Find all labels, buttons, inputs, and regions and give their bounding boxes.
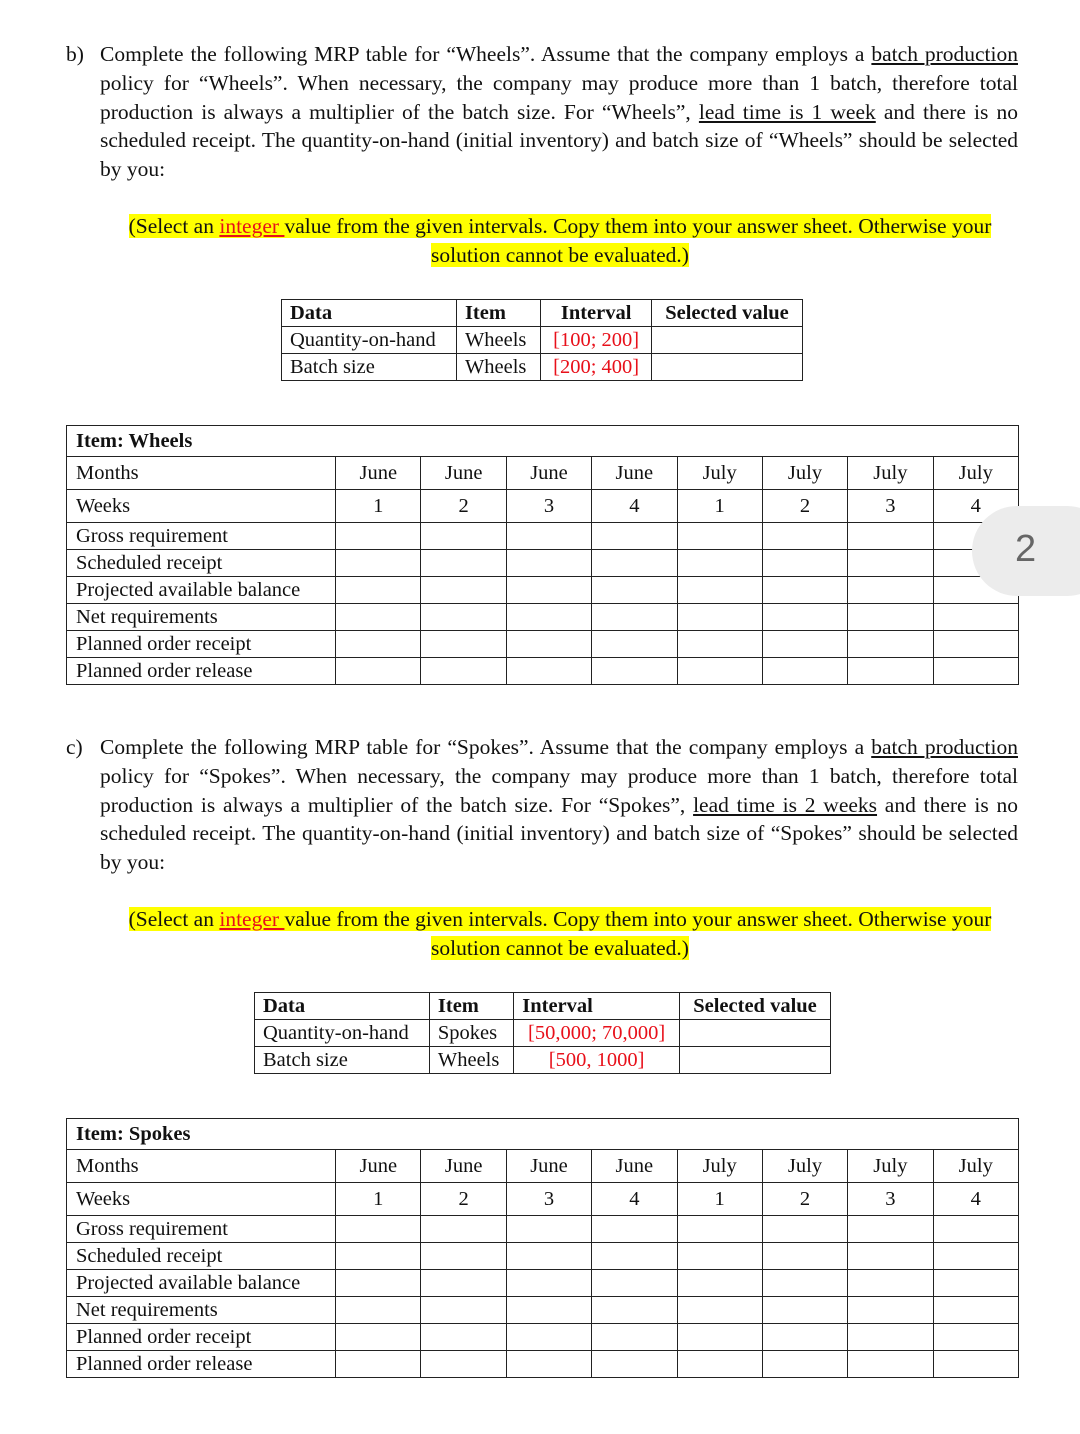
part-c-paragraph bbox=[66, 733, 1018, 877]
wheels-answer-cell[interactable] bbox=[677, 523, 762, 550]
spokes-answer-cell[interactable] bbox=[421, 1297, 506, 1324]
part-c-row-interval: [50,000; 70,000] bbox=[514, 1020, 680, 1047]
spokes-answer-cell[interactable] bbox=[848, 1297, 933, 1324]
wheels-mrp-title: Item: Wheels bbox=[67, 426, 1019, 457]
wheels-answer-cell[interactable] bbox=[762, 550, 847, 577]
wheels-answer-cell[interactable] bbox=[848, 658, 933, 685]
spokes-row-label: Projected available balance bbox=[67, 1270, 336, 1297]
spokes-answer-cell[interactable] bbox=[848, 1324, 933, 1351]
part-c-underline-2: lead time is 2 weeks bbox=[693, 792, 878, 817]
wheels-answer-cell[interactable] bbox=[762, 604, 847, 631]
spokes-answer-cell[interactable] bbox=[933, 1324, 1018, 1351]
part-b-header-interval: Interval bbox=[541, 300, 652, 327]
spokes-answer-cell[interactable] bbox=[506, 1243, 591, 1270]
wheels-answer-cell[interactable] bbox=[421, 523, 506, 550]
wheels-answer-cell[interactable] bbox=[336, 631, 421, 658]
wheels-row-label: Scheduled receipt bbox=[67, 550, 336, 577]
part-b-data-table bbox=[281, 299, 803, 381]
part-b-note-pre: (Select an bbox=[128, 214, 220, 238]
spokes-answer-cell[interactable] bbox=[848, 1243, 933, 1270]
wheels-answer-cell[interactable] bbox=[933, 604, 1018, 631]
spokes-answer-cell[interactable] bbox=[336, 1216, 421, 1243]
spokes-row-label: Net requirements bbox=[67, 1297, 336, 1324]
wheels-answer-cell[interactable] bbox=[933, 658, 1018, 685]
spokes-answer-cell[interactable] bbox=[762, 1324, 847, 1351]
spokes-answer-cell[interactable] bbox=[506, 1297, 591, 1324]
wheels-answer-cell[interactable] bbox=[506, 577, 591, 604]
spokes-month-cell: July bbox=[848, 1150, 933, 1183]
spokes-week-cell: 3 bbox=[506, 1183, 591, 1216]
wheels-answer-cell[interactable] bbox=[592, 658, 677, 685]
spokes-answer-cell[interactable] bbox=[421, 1351, 506, 1378]
part-c-row-item: Wheels bbox=[429, 1047, 513, 1074]
wheels-answer-cell[interactable] bbox=[677, 658, 762, 685]
spokes-answer-cell[interactable] bbox=[848, 1270, 933, 1297]
spokes-row-label: Scheduled receipt bbox=[67, 1243, 336, 1270]
part-b-text-3: and there is no scheduled receipt. The quantity-on-hand (initial inventory) and batch size of “Wheels” should be selected by you: bbox=[100, 99, 1018, 182]
spokes-answer-cell[interactable] bbox=[421, 1216, 506, 1243]
spokes-month-cell: June bbox=[336, 1150, 421, 1183]
spokes-row-label: Planned order receipt bbox=[67, 1324, 336, 1351]
spokes-month-cell: July bbox=[933, 1150, 1018, 1183]
part-b-row-interval: [200; 400] bbox=[541, 354, 652, 381]
wheels-row-label: Planned order receipt bbox=[67, 631, 336, 658]
spokes-answer-cell[interactable] bbox=[592, 1351, 677, 1378]
part-b-paragraph bbox=[66, 40, 1018, 184]
part-b-text-1: Complete the following MRP table for “Wheels”. Assume that the company employs a bbox=[100, 42, 872, 66]
wheels-answer-cell[interactable] bbox=[592, 604, 677, 631]
spokes-answer-cell[interactable] bbox=[848, 1216, 933, 1243]
wheels-week-cell: 3 bbox=[848, 490, 933, 523]
wheels-answer-cell[interactable] bbox=[336, 550, 421, 577]
spokes-answer-cell[interactable] bbox=[762, 1216, 847, 1243]
spokes-answer-cell[interactable] bbox=[421, 1270, 506, 1297]
wheels-month-cell: July bbox=[677, 457, 762, 490]
wheels-answer-cell[interactable] bbox=[506, 523, 591, 550]
wheels-answer-cell[interactable] bbox=[677, 631, 762, 658]
spokes-answer-cell[interactable] bbox=[933, 1216, 1018, 1243]
part-b-note-integer: integer bbox=[219, 214, 285, 238]
wheels-answer-cell[interactable] bbox=[506, 658, 591, 685]
wheels-answer-cell[interactable] bbox=[762, 577, 847, 604]
wheels-month-cell: July bbox=[933, 457, 1018, 490]
spokes-answer-cell[interactable] bbox=[592, 1297, 677, 1324]
spokes-mrp-title: Item: Spokes bbox=[67, 1119, 1019, 1150]
spokes-month-cell: July bbox=[677, 1150, 762, 1183]
part-c-note-pre: (Select an bbox=[128, 907, 220, 931]
wheels-answer-cell[interactable] bbox=[421, 550, 506, 577]
spokes-answer-cell[interactable] bbox=[506, 1351, 591, 1378]
wheels-answer-cell[interactable] bbox=[762, 631, 847, 658]
spokes-month-cell: June bbox=[421, 1150, 506, 1183]
spokes-month-cell: July bbox=[762, 1150, 847, 1183]
wheels-weeks-label: Weeks bbox=[67, 490, 336, 523]
spokes-answer-cell[interactable] bbox=[336, 1297, 421, 1324]
spokes-answer-cell[interactable] bbox=[933, 1243, 1018, 1270]
spokes-month-cell: June bbox=[592, 1150, 677, 1183]
spokes-answer-cell[interactable] bbox=[421, 1324, 506, 1351]
spokes-answer-cell[interactable] bbox=[933, 1351, 1018, 1378]
part-c-note-integer: integer bbox=[219, 907, 285, 931]
spokes-week-cell: 4 bbox=[592, 1183, 677, 1216]
spokes-answer-cell[interactable] bbox=[762, 1270, 847, 1297]
spokes-week-cell: 2 bbox=[762, 1183, 847, 1216]
part-c-row-selected-input[interactable] bbox=[680, 1047, 831, 1074]
part-b-row-item: Wheels bbox=[456, 354, 540, 381]
spokes-answer-cell[interactable] bbox=[336, 1270, 421, 1297]
wheels-answer-cell[interactable] bbox=[336, 658, 421, 685]
spokes-answer-cell[interactable] bbox=[677, 1297, 762, 1324]
spokes-month-cell: June bbox=[506, 1150, 591, 1183]
spokes-week-cell: 2 bbox=[421, 1183, 506, 1216]
wheels-month-cell: June bbox=[421, 457, 506, 490]
wheels-row-label: Projected available balance bbox=[67, 577, 336, 604]
part-b-header-data: Data bbox=[282, 300, 457, 327]
part-c-data-table bbox=[254, 992, 831, 1074]
part-c-header-data: Data bbox=[255, 993, 430, 1020]
wheels-month-cell: July bbox=[848, 457, 933, 490]
wheels-answer-cell[interactable] bbox=[336, 523, 421, 550]
wheels-answer-cell[interactable] bbox=[762, 523, 847, 550]
wheels-answer-cell[interactable] bbox=[592, 523, 677, 550]
part-c-header-item: Item bbox=[429, 993, 513, 1020]
wheels-week-cell: 3 bbox=[506, 490, 591, 523]
wheels-week-cell: 4 bbox=[933, 490, 1018, 523]
spokes-weeks-label: Weeks bbox=[67, 1183, 336, 1216]
spokes-answer-cell[interactable] bbox=[677, 1243, 762, 1270]
page-number-badge[interactable] bbox=[972, 506, 1080, 596]
wheels-week-cell: 2 bbox=[421, 490, 506, 523]
wheels-month-cell: June bbox=[336, 457, 421, 490]
spokes-answer-cell[interactable] bbox=[336, 1351, 421, 1378]
part-c-header-selected: Selected value bbox=[680, 993, 831, 1020]
part-b-marker: b) bbox=[66, 42, 84, 66]
spokes-answer-cell[interactable] bbox=[762, 1243, 847, 1270]
spokes-answer-cell[interactable] bbox=[506, 1216, 591, 1243]
spokes-answer-cell[interactable] bbox=[506, 1324, 591, 1351]
spokes-answer-cell[interactable] bbox=[933, 1297, 1018, 1324]
wheels-answer-cell[interactable] bbox=[506, 604, 591, 631]
wheels-answer-cell[interactable] bbox=[506, 550, 591, 577]
wheels-answer-cell[interactable] bbox=[762, 658, 847, 685]
spokes-answer-cell[interactable] bbox=[592, 1216, 677, 1243]
spokes-mrp-table bbox=[66, 1118, 1019, 1378]
part-c-row-item: Spokes bbox=[429, 1020, 513, 1047]
wheels-answer-cell[interactable] bbox=[421, 658, 506, 685]
wheels-answer-cell[interactable] bbox=[336, 577, 421, 604]
wheels-answer-cell[interactable] bbox=[506, 631, 591, 658]
part-c-text-2: policy for “Spokes”. When necessary, the company may produce more than 1 batch, therefore total production is always a multiplier of the batch size. For “Spokes”, bbox=[100, 763, 1018, 817]
spokes-week-cell: 1 bbox=[677, 1183, 762, 1216]
wheels-answer-cell[interactable] bbox=[677, 550, 762, 577]
wheels-answer-cell[interactable] bbox=[933, 631, 1018, 658]
part-c-row-selected-input[interactable] bbox=[680, 1020, 831, 1047]
wheels-answer-cell[interactable] bbox=[592, 577, 677, 604]
wheels-month-cell: June bbox=[506, 457, 591, 490]
wheels-months-label: Months bbox=[67, 457, 336, 490]
spokes-row-label: Planned order release bbox=[67, 1351, 336, 1378]
part-b-note-post: value from the given intervals. Copy them into your answer sheet. Otherwise your solution cannot be evaluated.) bbox=[284, 214, 992, 267]
wheels-mrp-table bbox=[66, 425, 1019, 685]
wheels-answer-cell[interactable] bbox=[592, 550, 677, 577]
wheels-answer-cell[interactable] bbox=[421, 631, 506, 658]
wheels-week-cell: 1 bbox=[336, 490, 421, 523]
part-c-underline-1: batch production bbox=[871, 735, 1018, 759]
spokes-months-label: Months bbox=[67, 1150, 336, 1183]
spokes-answer-cell[interactable] bbox=[762, 1297, 847, 1324]
page-number: 2 bbox=[1015, 528, 1037, 570]
spokes-row-label: Gross requirement bbox=[67, 1216, 336, 1243]
spokes-week-cell: 1 bbox=[336, 1183, 421, 1216]
wheels-week-cell: 2 bbox=[762, 490, 847, 523]
wheels-answer-cell[interactable] bbox=[421, 604, 506, 631]
part-b-note bbox=[100, 212, 1020, 270]
part-b-underline-1: batch production bbox=[871, 42, 1018, 66]
wheels-week-cell: 4 bbox=[592, 490, 677, 523]
part-b-underline-2: lead time is 1 week bbox=[698, 99, 876, 124]
wheels-answer-cell[interactable] bbox=[421, 577, 506, 604]
wheels-answer-cell[interactable] bbox=[677, 604, 762, 631]
part-c-text-3: and there is no scheduled receipt. The quantity-on-hand (initial inventory) and batch size of “Spokes” should be selected by you: bbox=[100, 792, 1018, 875]
spokes-answer-cell[interactable] bbox=[506, 1270, 591, 1297]
part-b-text-2: policy for “Wheels”. When necessary, the company may produce more than 1 batch, therefore total production is always a multiplier of the batch size. For “Wheels”, bbox=[100, 70, 1018, 124]
wheels-row-label: Net requirements bbox=[67, 604, 336, 631]
part-c-note-post: value from the given intervals. Copy them into your answer sheet. Otherwise your solution cannot be evaluated.) bbox=[284, 907, 992, 960]
wheels-answer-cell[interactable] bbox=[336, 604, 421, 631]
wheels-month-cell: June bbox=[592, 457, 677, 490]
part-c-row-interval: [500, 1000] bbox=[514, 1047, 680, 1074]
part-c-text-1: Complete the following MRP table for “Spokes”. Assume that the company employs a bbox=[100, 735, 872, 759]
spokes-answer-cell[interactable] bbox=[592, 1324, 677, 1351]
spokes-answer-cell[interactable] bbox=[677, 1351, 762, 1378]
part-c-row-label: Batch size bbox=[255, 1047, 430, 1074]
wheels-month-cell: July bbox=[762, 457, 847, 490]
part-b-row-item: Wheels bbox=[456, 327, 540, 354]
wheels-answer-cell[interactable] bbox=[677, 577, 762, 604]
spokes-answer-cell[interactable] bbox=[848, 1351, 933, 1378]
spokes-answer-cell[interactable] bbox=[592, 1243, 677, 1270]
part-b-row-selected-input[interactable] bbox=[652, 354, 803, 381]
spokes-answer-cell[interactable] bbox=[677, 1324, 762, 1351]
wheels-row-label: Gross requirement bbox=[67, 523, 336, 550]
wheels-answer-cell[interactable] bbox=[848, 604, 933, 631]
wheels-answer-cell[interactable] bbox=[848, 577, 933, 604]
wheels-answer-cell[interactable] bbox=[592, 631, 677, 658]
part-c-header-interval: Interval bbox=[514, 993, 680, 1020]
spokes-week-cell: 3 bbox=[848, 1183, 933, 1216]
spokes-week-cell: 4 bbox=[933, 1183, 1018, 1216]
part-c-marker: c) bbox=[66, 735, 83, 759]
spokes-answer-cell[interactable] bbox=[933, 1270, 1018, 1297]
part-c-note bbox=[100, 905, 1020, 963]
part-b-row-interval: [100; 200] bbox=[541, 327, 652, 354]
part-b-row-selected-input[interactable] bbox=[652, 327, 803, 354]
spokes-answer-cell[interactable] bbox=[336, 1243, 421, 1270]
wheels-row-label: Planned order release bbox=[67, 658, 336, 685]
wheels-answer-cell[interactable] bbox=[848, 631, 933, 658]
part-b-header-selected: Selected value bbox=[652, 300, 803, 327]
part-b-row-label: Quantity-on-hand bbox=[282, 327, 457, 354]
spokes-answer-cell[interactable] bbox=[336, 1324, 421, 1351]
wheels-week-cell: 1 bbox=[677, 490, 762, 523]
part-b-row-label: Batch size bbox=[282, 354, 457, 381]
wheels-answer-cell[interactable] bbox=[848, 523, 933, 550]
part-b-header-item: Item bbox=[456, 300, 540, 327]
spokes-answer-cell[interactable] bbox=[762, 1351, 847, 1378]
spokes-answer-cell[interactable] bbox=[421, 1243, 506, 1270]
part-c-row-label: Quantity-on-hand bbox=[255, 1020, 430, 1047]
wheels-answer-cell[interactable] bbox=[848, 550, 933, 577]
spokes-answer-cell[interactable] bbox=[677, 1270, 762, 1297]
spokes-answer-cell[interactable] bbox=[677, 1216, 762, 1243]
spokes-answer-cell[interactable] bbox=[592, 1270, 677, 1297]
